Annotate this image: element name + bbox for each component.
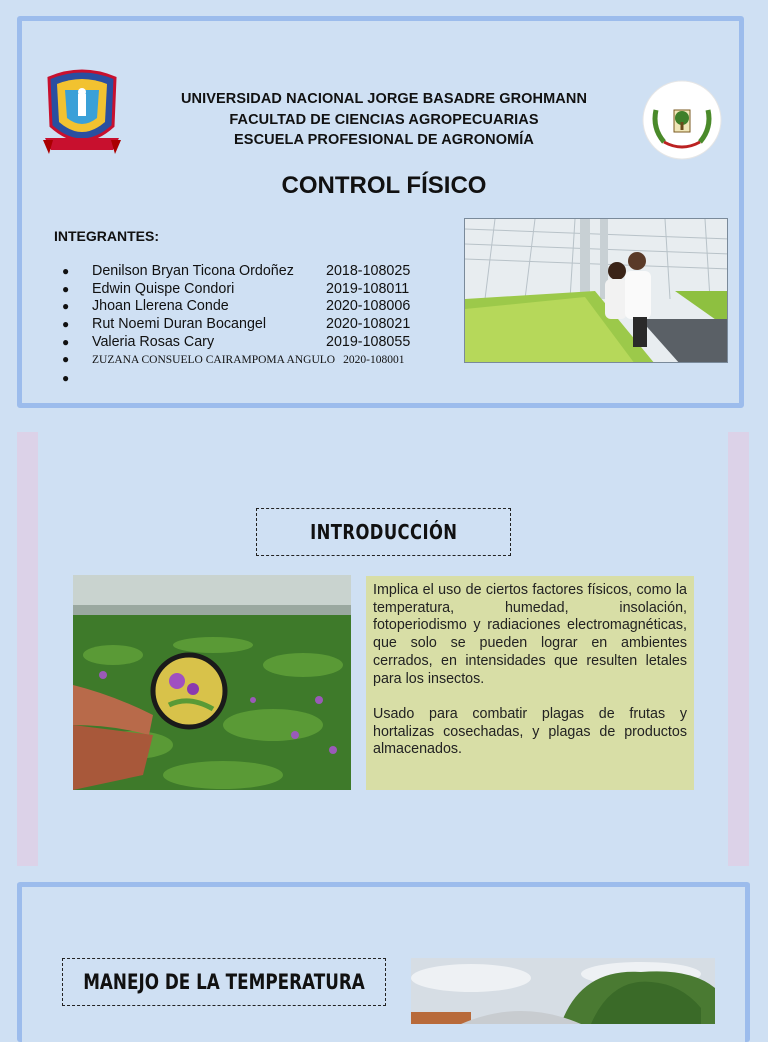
university-name: UNIVERSIDAD NACIONAL JORGE BASADRE GROHMANN <box>180 91 588 107</box>
member-code: 2020-108006 <box>326 298 411 315</box>
list-item <box>62 262 410 280</box>
list-item <box>62 351 410 369</box>
bullet-icon: ● <box>62 317 70 332</box>
member-name: ZUZANA CONSUELO CAIRAMPOMA ANGULO <box>92 353 336 366</box>
members-list <box>62 262 410 387</box>
member-name: Jhoan Llerena Conde <box>92 298 229 315</box>
page-title: CONTROL FÍSICO <box>281 172 487 199</box>
bullet-icon: ● <box>62 263 70 278</box>
side-strip-left <box>17 432 38 866</box>
intro-paragraph-1: Implica el uso de ciertos factores físicos, como la temperatura, humedad, insolación, fotoperiodismo y radiaciones electromagnéticas, que solo se pueden lograr en ambientes cerrados, en intensidades que resulten letales para los insectos. <box>373 582 687 687</box>
member-code: 2020-108021 <box>326 316 411 333</box>
member-name: Rut Noemi Duran Bocangel <box>92 316 267 333</box>
introduction-text <box>366 576 694 790</box>
list-item <box>62 369 410 387</box>
bullet-icon: ● <box>62 352 70 367</box>
list-item <box>62 298 410 316</box>
faculty-name: FACULTAD DE CIENCIAS AGROPECUARIAS <box>229 112 539 128</box>
temperature-heading-text: MANEJO DE LA TEMPERATURA <box>83 970 365 994</box>
temperature-heading <box>62 958 386 1006</box>
member-code: 2018-108025 <box>326 262 411 279</box>
introduction-heading-text: INTRODUCCIÓN <box>309 520 458 544</box>
member-name: Valeria Rosas Cary <box>92 334 215 351</box>
side-strip-right <box>728 432 749 866</box>
member-code: 2020-108001 <box>343 353 405 366</box>
member-name: Edwin Quispe Condori <box>92 280 235 297</box>
member-code: 2019-108011 <box>326 280 410 297</box>
member-name: Denilson Bryan Ticona Ordoñez <box>92 262 294 279</box>
bullet-icon: ● <box>62 281 70 296</box>
list-item <box>62 280 410 298</box>
school-name: ESCUELA PROFESIONAL DE AGRONOMÍA <box>234 132 534 148</box>
greenhouse-lab-photo <box>464 218 728 363</box>
field-magnifier-photo <box>73 575 351 790</box>
introduction-heading <box>256 508 511 556</box>
greenhouse-exterior-photo <box>411 958 715 1024</box>
member-code: 2019-108055 <box>326 334 411 351</box>
bullet-icon: ● <box>62 299 70 314</box>
intro-paragraph-2: Usado para combatir plagas de frutas y hortalizas cosechadas, y plagas de productos almacenados. <box>373 705 687 758</box>
bullet-icon: ● <box>62 335 70 350</box>
integrantes-label: INTEGRANTES: <box>54 228 159 244</box>
bullet-icon: ● <box>62 370 70 385</box>
list-item <box>62 315 410 333</box>
list-item <box>62 333 410 351</box>
